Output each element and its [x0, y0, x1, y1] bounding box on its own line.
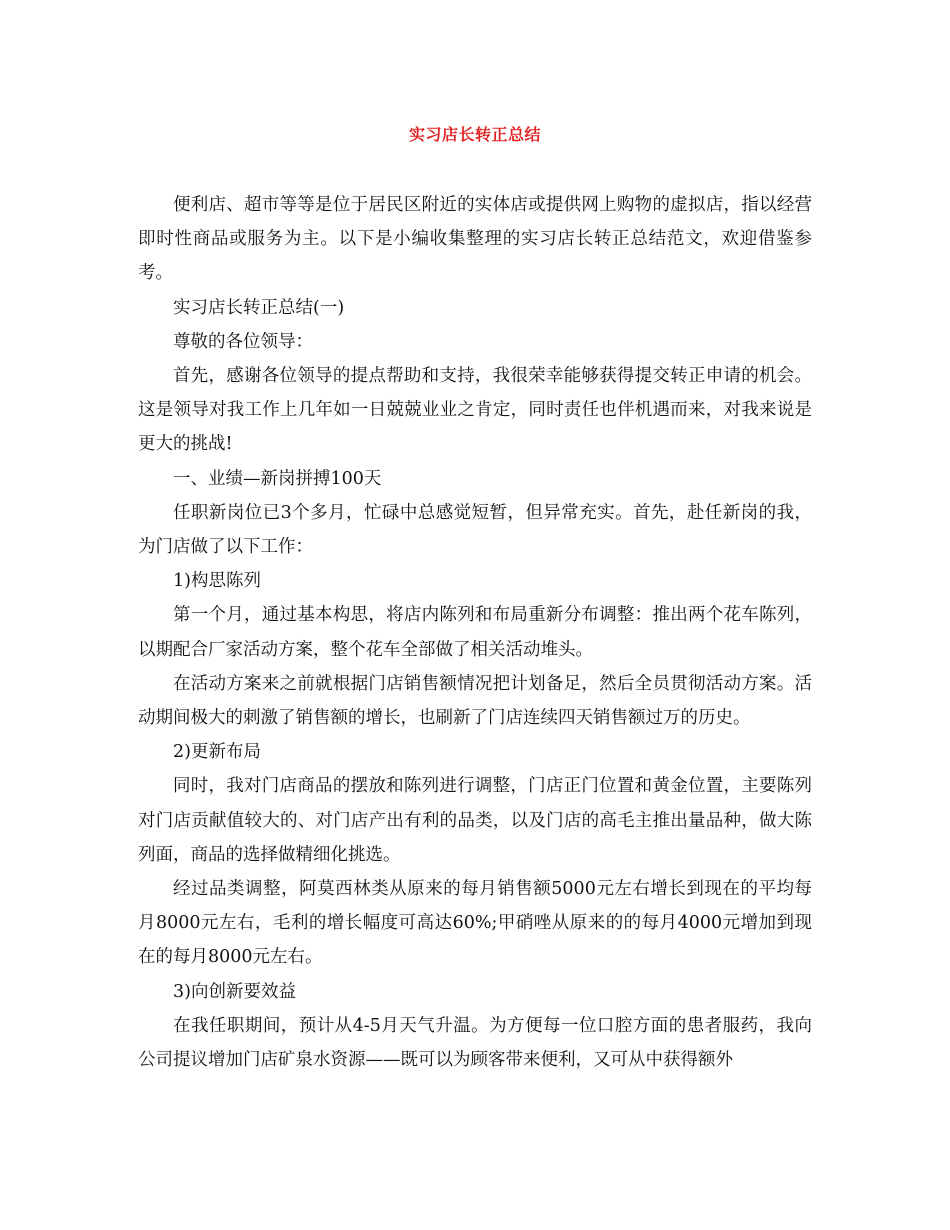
- paragraph: 在活动方案来之前就根据门店销售额情况把计划备足，然后全员贯彻活动方案。活动期间极大的刺激了销售额的增长，也刷新了门店连续四天销售额过万的历史。: [138, 673, 812, 729]
- paragraph: 第一个月，通过基本构思，将店内陈列和布局重新分布调整：推出两个花车陈列，以期配合厂家活动方案，整个花车全部做了相关活动堆头。: [138, 605, 812, 660]
- document-body: [138, 188, 812, 1077]
- paragraph: 首先，感谢各位领导的提点帮助和支持，我很荣幸能够获得提交转正申请的机会。这是领导对我工作上几年如一日兢兢业业之肯定，同时责任也伴机遇而来，对我来说是更大的挑战!: [138, 366, 812, 455]
- paragraph: 同时，我对门店商品的摆放和陈列进行调整，门店正门位置和黄金位置，主要陈列对门店贡献值较大的、对门店产出有利的品类，以及门店的高毛主推出量品种，做大陈列面，商品的选择做精细化挑选。: [138, 776, 812, 865]
- salutation: 尊敬的各位领导：: [173, 331, 313, 352]
- subsection-heading: 1)构思陈列: [173, 571, 261, 592]
- document-title: 实习店长转正总结: [408, 125, 541, 144]
- subsection-heading: 3)向创新要效益: [173, 981, 296, 1002]
- paragraph-intro: 便利店、超市等等是位于居民区附近的实体店或提供网上购物的虚拟店，指以经营即时性商品或服务为主。以下是小编收集整理的实习店长转正总结范文，欢迎借鉴参考。: [138, 195, 812, 284]
- paragraph: 任职新岗位已3个多月，忙碌中总感觉短暂，但异常充实。首先，赴任新岗的我，为门店做了以下工作：: [138, 502, 812, 558]
- subsection-heading: 2)更新布局: [173, 742, 261, 763]
- paragraph: 经过品类调整，阿莫西林类从原来的每月销售额5000元左右增长到现在的平均每月8000元左右，毛利的增长幅度可高达60%;甲硝唑从原来的的每月4000元增加到现在的每月8000元左右。: [138, 879, 812, 968]
- section-heading: 实习店长转正总结(一): [173, 297, 345, 318]
- section-heading: 一、业绩—新岗拼搏100天: [173, 468, 382, 489]
- paragraph: 在我任职期间，预计从4-5月天气升温。为方便每一位口腔方面的患者服药，我向公司提议增加门店矿泉水资源——既可以为顾客带来便利，又可从中获得额外: [138, 1015, 812, 1071]
